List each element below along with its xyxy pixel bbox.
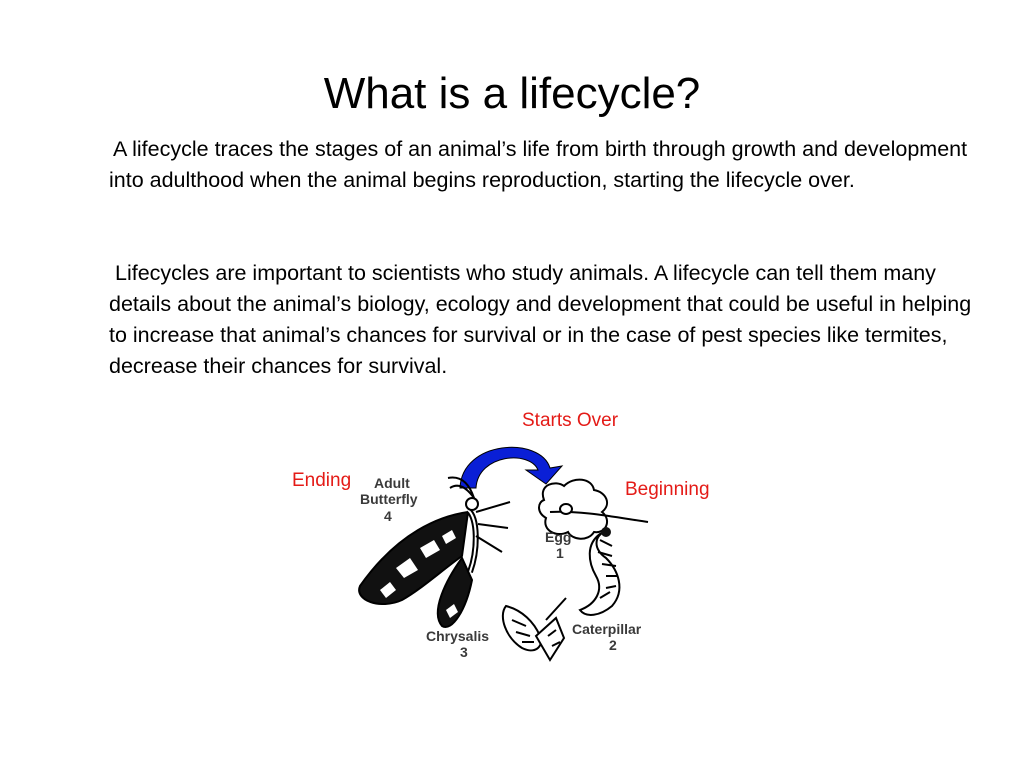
stage-number-2: 2	[609, 637, 617, 653]
caterpillar-icon	[580, 527, 619, 615]
beginning-label: Beginning	[625, 479, 710, 500]
paragraph-definition: A lifecycle traces the stages of an animal’s life from birth through growth and development into adulthood when the animal begins reproduction, starting the lifecycle over.	[109, 137, 968, 192]
slide-title: What is a lifecycle?	[323, 69, 701, 118]
stage-number-4: 4	[384, 508, 392, 524]
stage-label-chrysalis: Chrysalis	[426, 628, 490, 644]
stage-number-3: 3	[460, 644, 468, 660]
lifecycle-diagram	[350, 440, 680, 670]
paragraph-importance: Lifecycles are important to scientists who study animals. A lifecycle can tell them many details about the animal’s biology, ecology and development that could be useful in helping to increase that animal’s chances for survival or in the case of pest species like termites, decrease their chances for survival.	[109, 261, 972, 378]
ending-label: Ending	[292, 470, 352, 491]
stage-label-caterpillar: Caterpillar	[572, 621, 642, 637]
chrysalis-icon	[503, 598, 566, 660]
starts-over-arrow	[460, 447, 562, 488]
starts-over-label: Starts Over	[522, 410, 619, 431]
stage-label-adult: Adult	[374, 475, 410, 491]
stage-number-1: 1	[556, 545, 564, 561]
stage-label-egg: Egg	[545, 529, 572, 545]
stage-label-butterfly: Butterfly	[360, 491, 418, 507]
